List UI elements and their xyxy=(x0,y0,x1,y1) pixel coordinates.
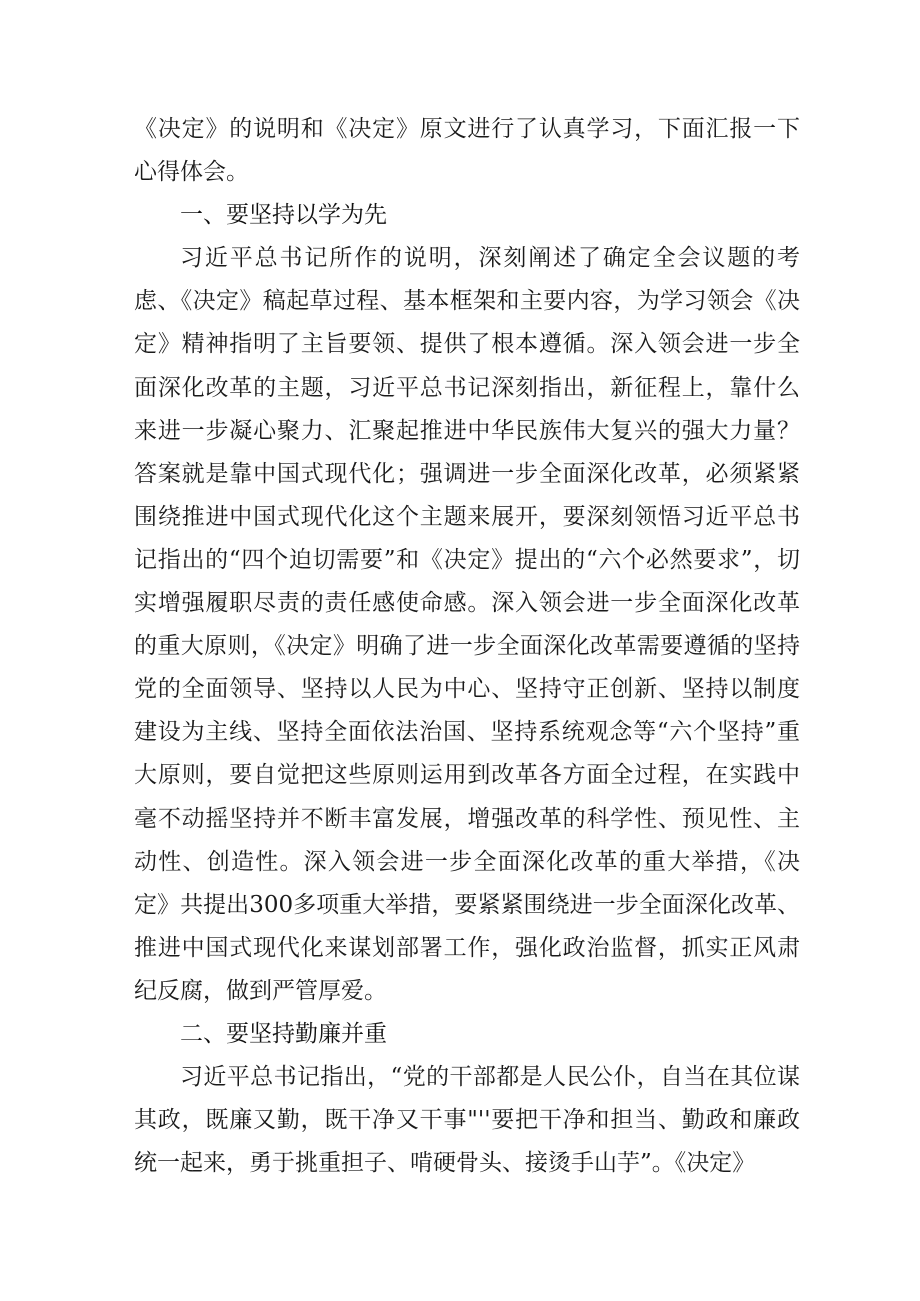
document-body xyxy=(134,108,800,1185)
section-paragraph-2: 习近平总书记指出，“党的干部都是人民公仆，自当在其位谋其政，既廉又勤，既干净又干事"''要把干净和担当、勤政和廉政统一起来，勇于挑重担子、啃硬骨头、接烫手山芋”。《决定》 xyxy=(134,1064,800,1177)
section-heading-1: 一、要坚持以学为先 xyxy=(180,202,387,229)
section-paragraph-1: 习近平总书记所作的说明，深刻阐述了确定全会议题的考虑、《决定》稿起草过程、基本框架和主要内容，为学习领会《决定》精神指明了主旨要领、提供了根本遵循。深入领会进一步全面深化改革的主题，习近平总书记深刻指出，新征程上，靠什么来进一步凝心聚力、汇聚起推进中华民族伟大复兴的强大力量？答案就是靠中国式现代化；强调进一步全面深化改革，必须紧紧围绕推进中国式现代化这个主题来展开，要深刻领悟习近平总书记指出的“四个迫切需要”和《决定》提出的“六个必然要求”，切实增强履职尽责的责任感使命感。深入领会进一步全面深化改革的重大原则，《决定》明确了进一步全面深化改革需要遵循的坚持党的全面领导、坚持以人民为中心、坚持守正创新、坚持以制度建设为主线、坚持全面依法治国、坚持系统观念等“六个坚持”重大原则，要自觉把这些原则运用到改革各方面全过程，在实践中毫不动摇坚持并不断丰富发展，增强改革的科学性、预见性、主动性、创造性。深入领会进一步全面深化改革的重大举措，《决定》共提出300多项重大举措，要紧紧围绕进一步全面深化改革、推进中国式现代化来谋划部署工作，强化政治监督，抓实正风肃纪反腐，做到严管厚爱。 xyxy=(134,245,800,1004)
intro-paragraph: 《决定》的说明和《决定》原文进行了认真学习，下面汇报一下心得体会。 xyxy=(134,116,800,186)
section-heading-2: 二、要坚持勤廉并重 xyxy=(180,1020,387,1047)
